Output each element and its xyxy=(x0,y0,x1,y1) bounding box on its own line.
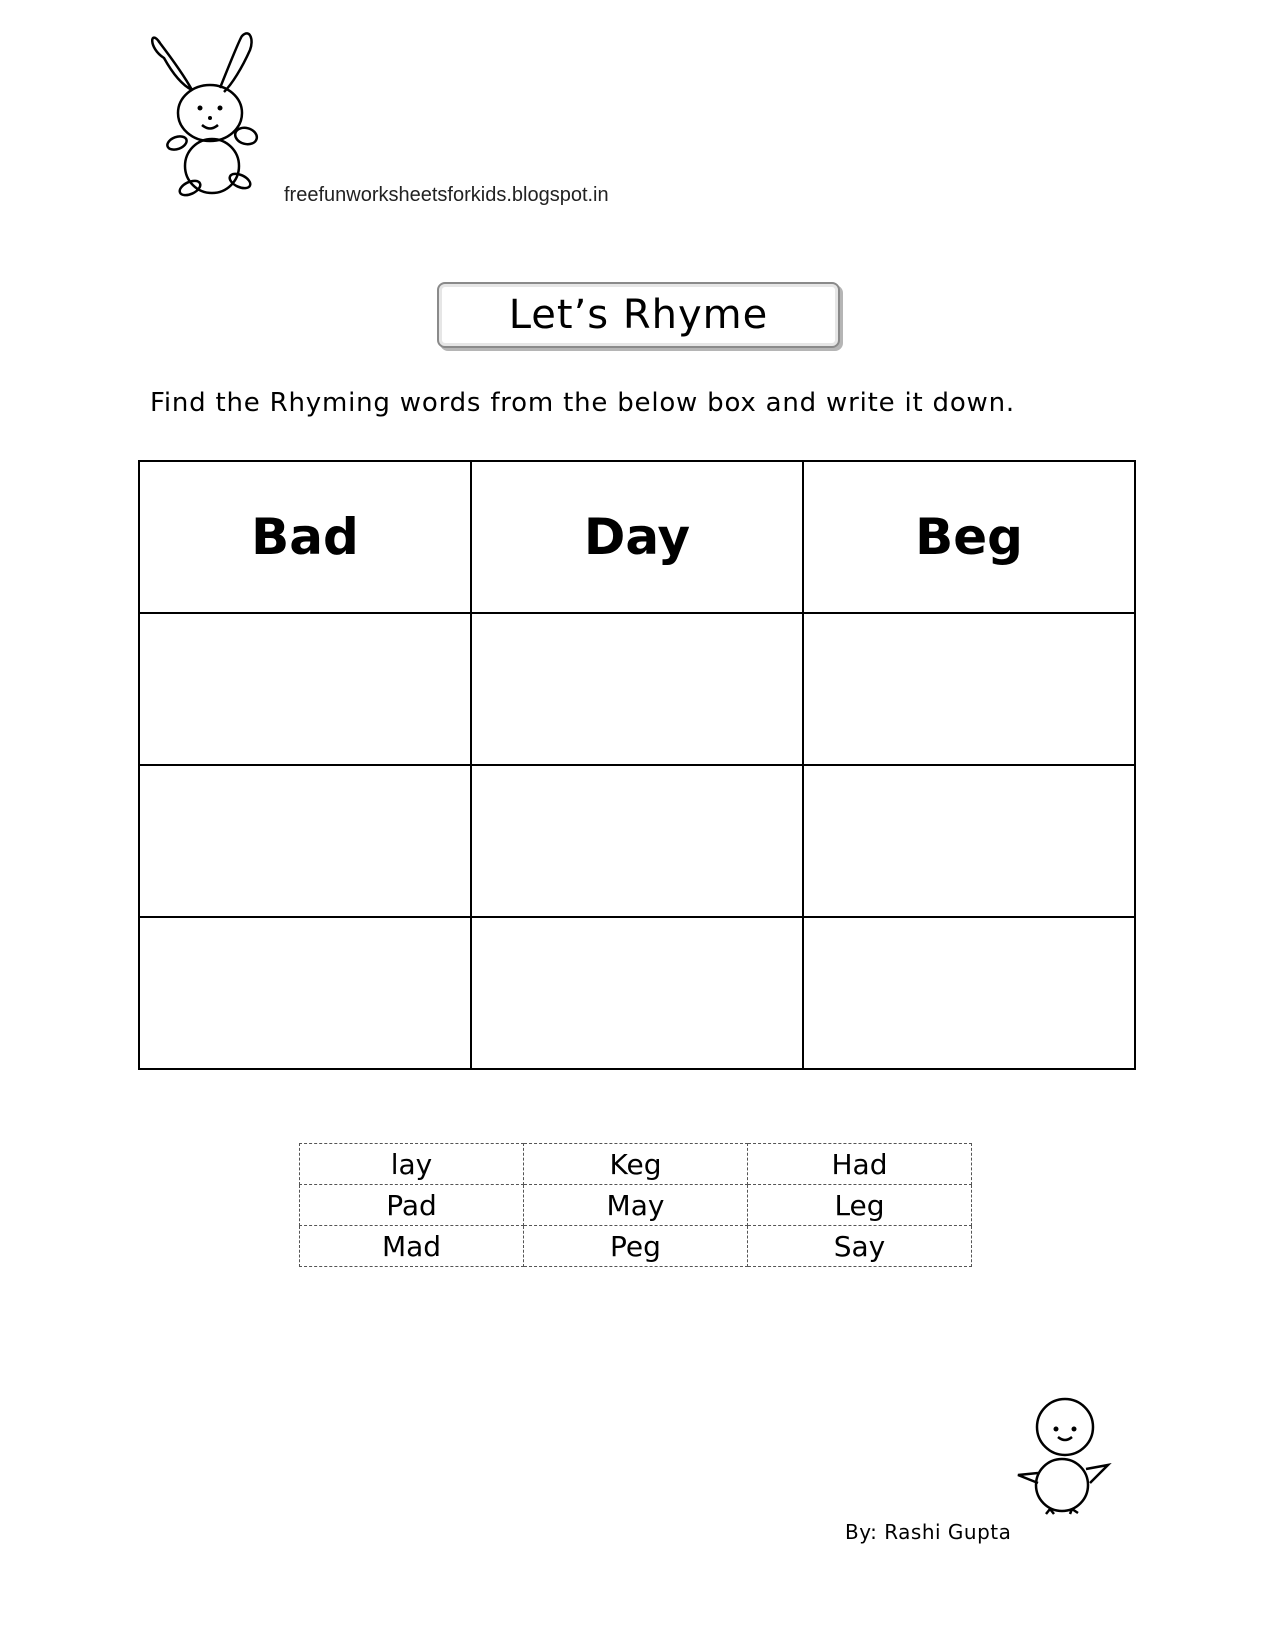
title-box xyxy=(437,282,840,348)
answer-cell[interactable] xyxy=(139,765,471,917)
bunny-icon xyxy=(150,28,275,198)
instruction-text: Find the Rhyming words from the below box and write it down. xyxy=(150,388,1015,418)
word-cell: Mad xyxy=(300,1226,524,1267)
word-cell: Had xyxy=(748,1144,972,1185)
word-cell: Say xyxy=(748,1226,972,1267)
word-cell: Peg xyxy=(524,1226,748,1267)
table-row xyxy=(139,917,1135,1069)
page-title: Let’s Rhyme xyxy=(508,292,769,338)
table-row xyxy=(139,613,1135,765)
answer-cell[interactable] xyxy=(471,613,803,765)
table-row xyxy=(300,1144,972,1185)
table-row xyxy=(139,461,1135,613)
answer-cell[interactable] xyxy=(803,613,1135,765)
answer-cell[interactable] xyxy=(139,613,471,765)
answer-cell[interactable] xyxy=(471,917,803,1069)
answer-cell[interactable] xyxy=(803,765,1135,917)
word-cell: Keg xyxy=(524,1144,748,1185)
table-row xyxy=(300,1185,972,1226)
site-url: freefunworksheetsforkids.blogspot.in xyxy=(284,184,609,206)
table-row xyxy=(300,1226,972,1267)
header-cell-bad: Bad xyxy=(139,461,471,613)
word-box xyxy=(299,1143,972,1267)
word-cell: May xyxy=(524,1185,748,1226)
answer-table xyxy=(138,460,1136,1070)
word-cell: Leg xyxy=(748,1185,972,1226)
table-row xyxy=(139,765,1135,917)
answer-cell[interactable] xyxy=(803,917,1135,1069)
word-cell: lay xyxy=(300,1144,524,1185)
chick-icon xyxy=(1010,1395,1115,1515)
header-cell-beg: Beg xyxy=(803,461,1135,613)
author-credit: By: Rashi Gupta xyxy=(845,1520,1012,1544)
header-cell-day: Day xyxy=(471,461,803,613)
word-cell: Pad xyxy=(300,1185,524,1226)
answer-cell[interactable] xyxy=(139,917,471,1069)
answer-cell[interactable] xyxy=(471,765,803,917)
